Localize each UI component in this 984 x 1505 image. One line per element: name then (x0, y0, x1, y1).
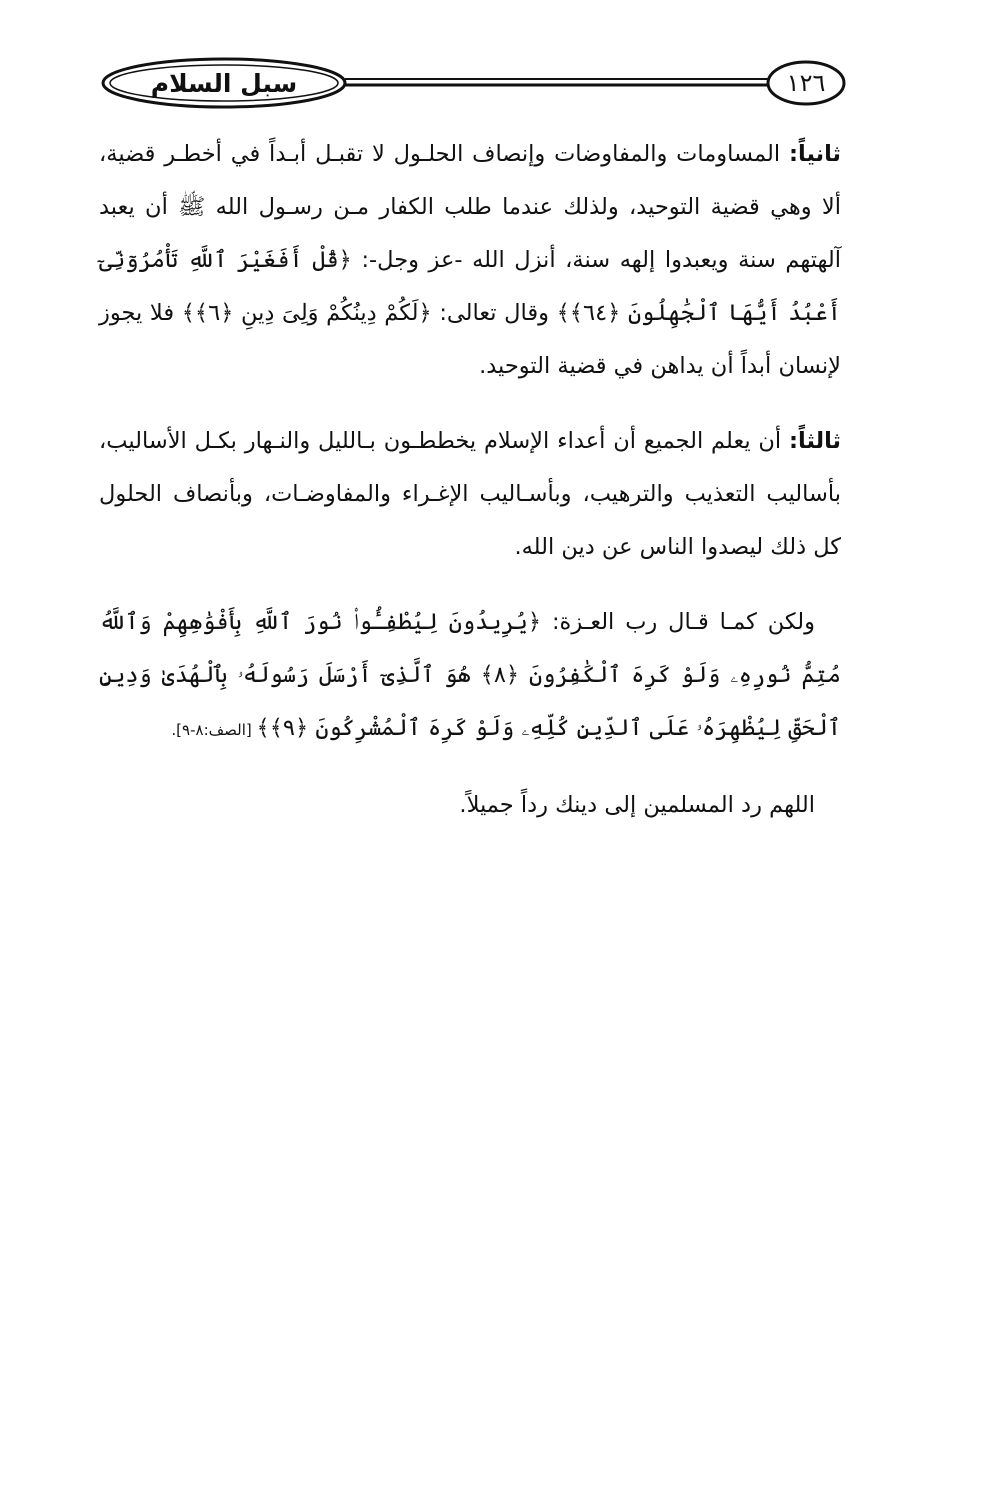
paragraph-text: ولكن كمـا قـال رب العـزة: (541, 609, 815, 635)
paragraph-verse-quote (99, 596, 841, 757)
paragraph-thaniyan (99, 128, 841, 393)
paragraph-lead: ثانياً: (789, 141, 841, 167)
page-header (95, 52, 847, 114)
paragraph-dua (99, 779, 841, 832)
running-title: سبل السلام (150, 68, 298, 98)
body-text (99, 128, 841, 854)
quran-verse: ﴿لَكُمْ دِينُكُمْ وَلِىَ دِينِ ﴿٦﴾﴾ (181, 300, 432, 326)
paragraph-text: فلا يجوز لإنسان أبداً أن يداهن في قضية التوحيد. (99, 300, 841, 379)
paragraph-text: وقال تعالى: (431, 300, 557, 326)
paragraph-text: اللهم رد المسلمين إلى دينك رداً جميلاً. (459, 792, 815, 818)
paragraph-lead: ثالثاً: (789, 428, 841, 454)
quran-verse: ﴿قُلْ أَفَغَيْرَ ٱللَّهِ تَأْمُرُوٓنِّىٓ أَعْبُدُ أَيُّهَا ٱلْجَٰهِلُونَ ﴿٦٤﴾﴾ (99, 247, 841, 326)
verse-reference: [الصف:٨-٩]. (171, 721, 257, 739)
paragraph-text: أن يعلم الجميع أن أعداء الإسلام يخططـون بـالليل والنـهار بكـل الأساليب، بأساليب التعذيب والترهيب، وبأسـاليب الإغـراء والمفاوضـات، وبأنصاف الحلول كل ذلك ليصدوا الناس عن دين الله. (99, 428, 841, 560)
paragraph-thalithan (99, 415, 841, 574)
quran-verse: ﴿يُرِيدُونَ لِيُطْفِـُٔوا۟ نُورَ ٱللَّهِ بِأَفْوَٰهِهِمْ وَٱللَّهُ مُتِمُّ نُورِهِۦ وَلَوْ كَرِهَ ٱلْكَٰفِرُونَ ﴿٨﴾ هُوَ ٱلَّذِىٓ أَرْسَلَ رَسُولَهُۥ بِٱلْهُدَىٰ وَدِينِ ٱلْحَقِّ لِيُظْهِرَهُۥ عَلَى ٱلدِّينِ كُلِّهِۦ وَلَوْ كَرِهَ ٱلْمُشْرِكُونَ ﴿٩﴾﴾ (99, 609, 841, 741)
paragraph-text: المساومات والمفاوضات وإنصاف الحلـول لا تقبـل أبـداً في أخطـر قضية، ألا وهي قضية التوحيد، ولذلك عندما طلب الكفار مـن رسـول الله ﷺ أن يعبد آلهتهم سنة ويعبدوا إلهه سنة، أنزل الله -عز وجل-: (99, 141, 842, 273)
page-number: ١٢٦ (786, 69, 826, 97)
